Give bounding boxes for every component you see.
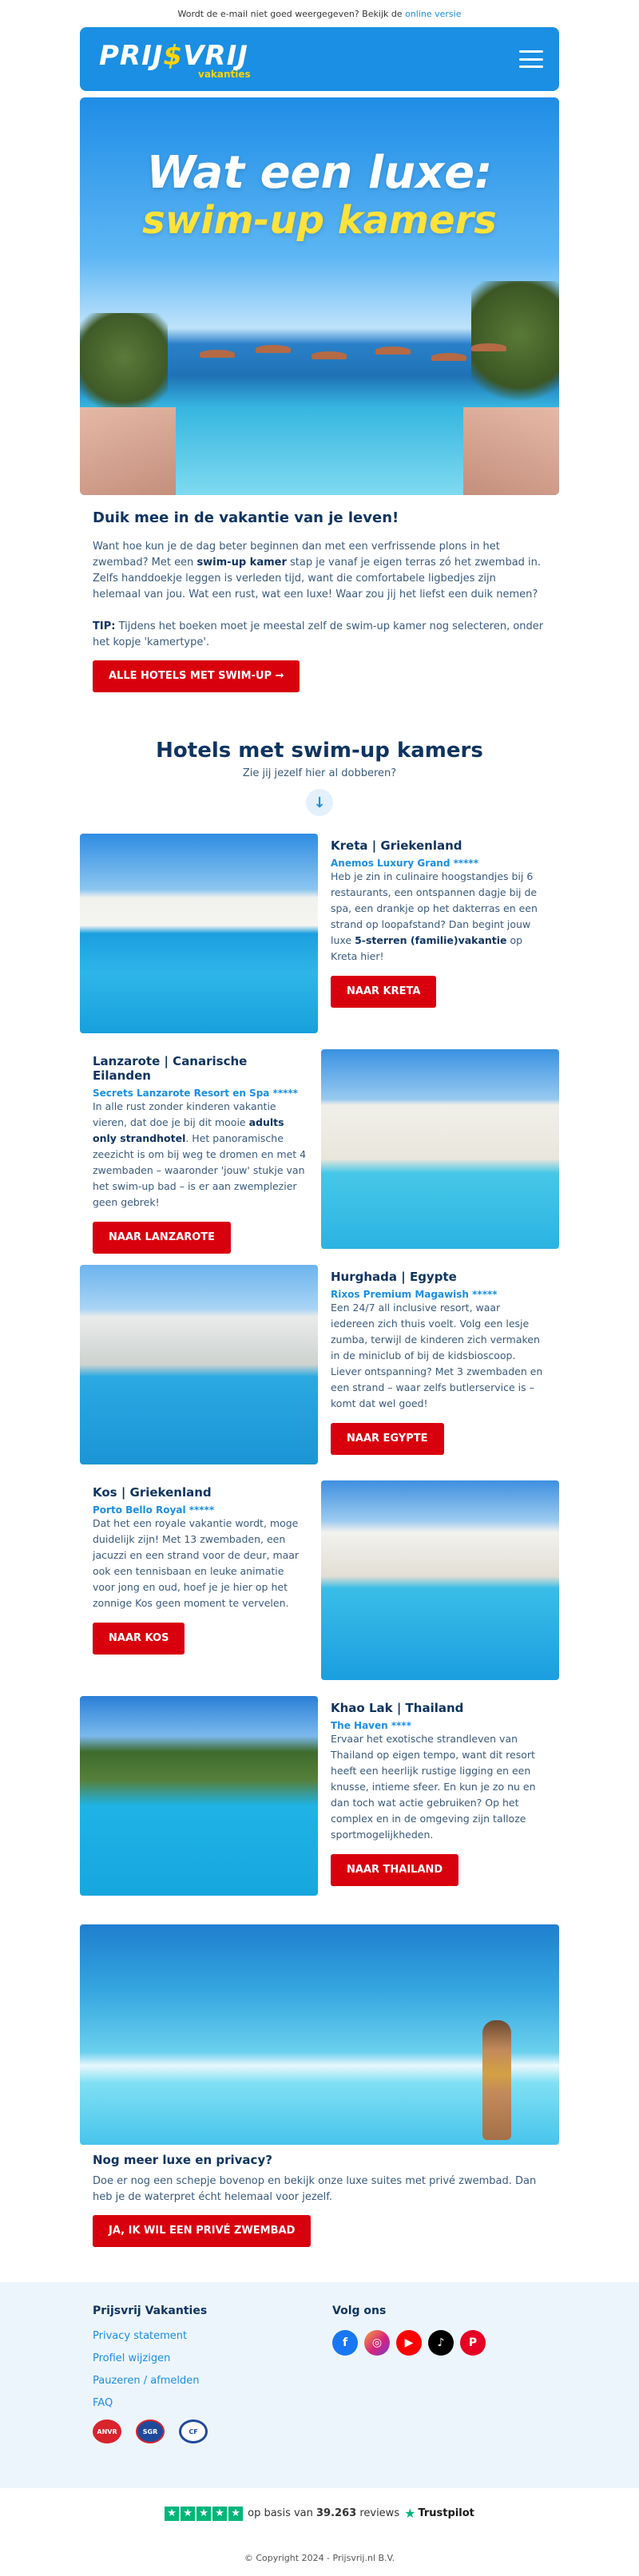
beach-umbrellas bbox=[192, 343, 511, 367]
hotel-title: Khao Lak | Thailand bbox=[331, 1701, 464, 1715]
intro-section bbox=[80, 495, 559, 692]
review-count-text: op basis van 39.263 reviews bbox=[248, 2507, 400, 2519]
private-pool-section bbox=[80, 1924, 559, 2247]
sgr-badge-icon: SGR bbox=[136, 2419, 165, 2443]
intro-tip: TIP: Tijdens het boeken moet je meestal zelf de swim-up kamer nog selecteren, onder het kopje 'kamertype'. bbox=[93, 620, 544, 648]
private-pool-heading: Nog meer luxe en privacy? bbox=[93, 2153, 272, 2167]
hotel-title: Hurghada | Egypte bbox=[331, 1270, 457, 1284]
calamiteitenfonds-badge-icon: CF bbox=[179, 2419, 208, 2443]
facebook-icon[interactable]: f bbox=[332, 2330, 358, 2356]
hotel-description: Heb je zin in culinaire hoogstandjes bij 6 restaurants, een ontspannen dagje bij de spa, een drankje op het dakterras en een strand op loopafstand? Dan begint jouw luxe 5-sterren (familie)vakantie op Kreta hier! bbox=[331, 870, 538, 962]
logo-wordmark: PRIJ$VRIJ bbox=[99, 40, 248, 72]
hotel-card-kos bbox=[80, 1480, 559, 1680]
hotel-image-khao-lak[interactable] bbox=[80, 1696, 318, 1896]
instagram-icon[interactable]: ◎ bbox=[364, 2330, 390, 2356]
tiktok-icon[interactable]: ♪ bbox=[428, 2330, 454, 2356]
profile-edit-link[interactable]: Profiel wijzigen bbox=[93, 2352, 171, 2364]
hero-subtitle: swim-up kamers bbox=[142, 198, 497, 243]
naar-egypte-button[interactable]: NAAR EGYPTE bbox=[331, 1423, 444, 1455]
follow-us-title: Volg ons bbox=[332, 2305, 387, 2317]
hotel-name: Rixos Premium Magawish ***** bbox=[331, 1289, 498, 1300]
hotel-image-kos[interactable] bbox=[321, 1480, 559, 1680]
social-icons bbox=[332, 2330, 559, 2356]
hotel-description: Dat het een royale vakantie wordt, moge duidelijk zijn! Met 13 zwembaden, een jacuzzi en een strand voor de deur, maar ook een tennisbaan en leuke animatie voor jong en oud, hoef je je hier op het zonnige Kos geen moment te vervelen. bbox=[93, 1517, 300, 1609]
naar-kos-button[interactable]: NAAR KOS bbox=[93, 1623, 185, 1655]
pool-deck-right bbox=[463, 407, 559, 495]
arrow-down-icon: ↓ bbox=[306, 789, 333, 816]
footer-social-column bbox=[320, 2305, 559, 2443]
naar-kreta-button[interactable]: NAAR KRETA bbox=[331, 976, 436, 1008]
prijsvrij-logo[interactable] bbox=[99, 35, 259, 83]
trustpilot-logo: ★ Trustpilot bbox=[404, 2506, 474, 2521]
trustpilot-star-icon: ★ bbox=[404, 2506, 416, 2521]
hotel-description: Ervaar het exotische strandleven van Thailand op eigen tempo, want dit resort heeft een heerlijk rustige ligging en een knusse, intieme sfeer. En kun je zo nu en dan toch wat actie gebruiken? Op het complex en in de omgeving zijn talloze sportmogelijkheden. bbox=[331, 1733, 536, 1841]
faq-link[interactable]: FAQ bbox=[93, 2397, 113, 2409]
footer-links-column bbox=[80, 2305, 320, 2443]
private-pool-button[interactable]: JA, IK WIL EEN PRIVÉ ZWEMBAD bbox=[93, 2215, 311, 2247]
hotel-image-hurghada[interactable] bbox=[80, 1265, 318, 1464]
hotel-title: Kreta | Griekenland bbox=[331, 838, 462, 853]
intro-heading: Duik mee in de vakantie van je leven! bbox=[93, 509, 399, 526]
footer bbox=[0, 2282, 639, 2488]
anvr-badge-icon: ANVR bbox=[93, 2419, 121, 2443]
pause-unsubscribe-link[interactable]: Pauzeren / afmelden bbox=[93, 2375, 200, 2387]
hotel-image-kreta[interactable] bbox=[80, 834, 318, 1033]
hotel-title: Kos | Griekenland bbox=[93, 1485, 212, 1500]
copyright-text: © Copyright 2024 - Prijsvrij.nl B.V. bbox=[244, 2553, 395, 2563]
hotel-image-lanzarote[interactable] bbox=[321, 1049, 559, 1249]
hero-title: Wat een luxe: bbox=[146, 147, 493, 199]
woman-figure bbox=[482, 2020, 511, 2140]
privacy-statement-link[interactable]: Privacy statement bbox=[93, 2330, 188, 2342]
pool-deck-left bbox=[80, 407, 176, 495]
hero-banner[interactable] bbox=[80, 97, 559, 495]
footer-brand-title: Prijsvrij Vakanties bbox=[93, 2305, 208, 2317]
email-header bbox=[80, 27, 559, 91]
hotel-name: Porto Bello Royal ***** bbox=[93, 1504, 215, 1516]
view-online-text: Wordt de e-mail niet goed weergegeven? Bekijk de bbox=[177, 9, 406, 19]
online-version-link[interactable]: online versie bbox=[405, 9, 462, 19]
hamburger-icon[interactable] bbox=[519, 50, 543, 68]
hotel-card-lanzarote bbox=[80, 1049, 559, 1249]
hotel-name: Secrets Lanzarote Resort en Spa ***** bbox=[93, 1088, 298, 1099]
hotel-name: Anemos Luxury Grand ***** bbox=[331, 858, 478, 869]
hotel-card-egypte bbox=[80, 1265, 559, 1464]
view-online-note bbox=[0, 0, 639, 27]
hotel-title: Lanzarote | Canarische Eilanden bbox=[93, 1054, 248, 1083]
pinterest-icon[interactable]: P bbox=[460, 2330, 486, 2356]
hotel-description: Een 24/7 all inclusive resort, waar iedereen zich thuis voelt. Volg een lesje zumba, terwijl de kinderen zich vermaken in de miniclub of bij de kidsbioscoop. Liever ontspanning? Met 3 zwembaden en een strand – waar zelfs butlerservice is – komt dat wel goed! bbox=[331, 1302, 543, 1409]
hotel-card-kreta bbox=[80, 834, 559, 1033]
private-pool-text: Doe er nog een schepje bovenop en bekijk onze luxe suites met privé zwembad. Dan heb je de waterpret écht helemaal voor jezelf. bbox=[93, 2175, 537, 2203]
hotel-name: The Haven **** bbox=[331, 1720, 411, 1731]
all-swim-up-hotels-button[interactable]: ALLE HOTELS MET SWIM-UP → bbox=[93, 660, 300, 692]
hotel-card-thailand bbox=[80, 1696, 559, 1896]
trustpilot-stars-icon: ★ ★ ★ ★ ★ bbox=[165, 2507, 243, 2521]
private-pool-image[interactable] bbox=[80, 1924, 559, 2145]
membership-badges bbox=[93, 2419, 320, 2443]
youtube-icon[interactable]: ▶ bbox=[396, 2330, 422, 2356]
hotels-section-subtitle: Zie jij jezelf hier al dobberen? bbox=[242, 767, 397, 779]
naar-lanzarote-button[interactable]: NAAR LANZAROTE bbox=[93, 1222, 231, 1254]
intro-paragraph: Want hoe kun je de dag beter beginnen dan met een verfrissende plons in het zwembad? Met een swim-up kamer stap je vanaf je eigen terras zó het zwembad in. Zelfs handdoekje leggen is verleden tijd, want die comfortabele ligbedjes zijn helemaal van jou. Wat een rust, wat een luxe! Waar zou jij het liefst een duik nemen? bbox=[93, 541, 542, 600]
naar-thailand-button[interactable]: NAAR THAILAND bbox=[331, 1854, 458, 1886]
trustpilot-rating[interactable] bbox=[0, 2506, 639, 2521]
hotels-section-title: Hotels met swim-up kamers bbox=[156, 739, 483, 763]
logo-subtitle: vakanties bbox=[198, 69, 251, 80]
hotels-section-header bbox=[80, 739, 559, 816]
hotel-description: In alle rust zonder kinderen vakantie vieren, dat doe je bij dit mooie adults only strandhotel. Het panoramische zeezicht is om bij weg te dromen en met 4 zwembaden – waaronder 'jouw' stukje van het swim-up bad – is er aan zwemplezier geen gebrek! bbox=[93, 1100, 307, 1208]
